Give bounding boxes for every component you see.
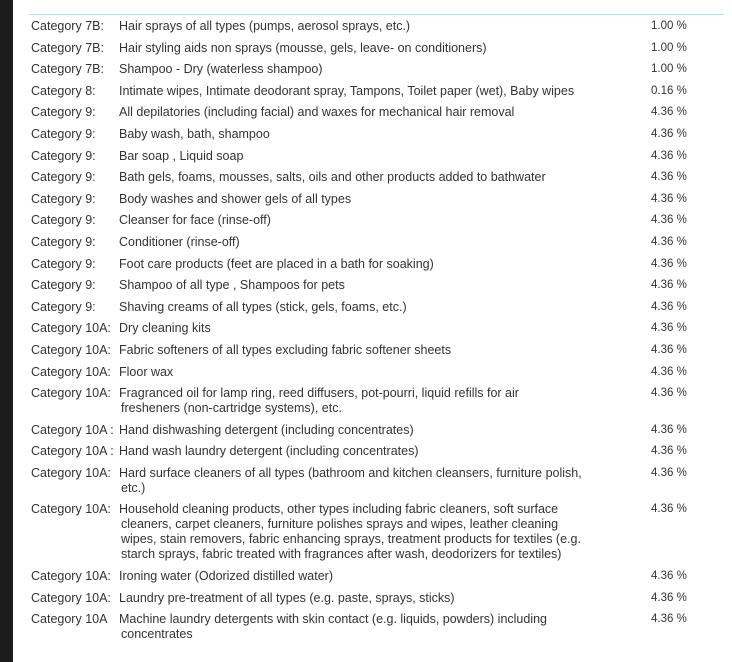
category-label: Category 9: <box>31 191 96 206</box>
category-label: Category 10A: <box>31 364 111 379</box>
percentage-value: 4.36 % <box>651 613 687 626</box>
description-line: Shaving creams of all types (stick, gels, foams, etc.) <box>119 299 407 314</box>
product-description <box>119 235 629 250</box>
table-row <box>31 321 721 336</box>
table-row <box>31 170 721 185</box>
description-line: Laundry pre-treatment of all types (e.g. paste, sprays, sticks) <box>119 590 455 605</box>
table-row <box>31 591 721 606</box>
percentage-value: 4.36 % <box>651 300 687 313</box>
product-description <box>119 343 629 358</box>
table-row <box>31 343 721 358</box>
table-row <box>31 386 721 416</box>
category-label: Category 8: <box>31 83 96 98</box>
table-row <box>31 502 721 562</box>
category-label: Category 7B: <box>31 19 104 33</box>
table-row <box>31 278 721 293</box>
product-description <box>119 386 629 416</box>
table-row <box>31 149 721 164</box>
description-line: fresheners (non-cartridge systems), etc. <box>121 401 342 416</box>
percentage-value: 4.36 % <box>651 591 687 604</box>
description-line: wipes, stain removers, fabric enhancing sprays, treatment products for textiles (e.g. <box>121 532 581 547</box>
category-label: Category 10A: <box>31 386 111 401</box>
percentage-value: 4.36 % <box>651 570 687 583</box>
description-line: cleaners, carpet cleaners, furniture polishes sprays and wipes, leather cleaning <box>121 517 559 532</box>
category-label: Category 9: <box>31 126 96 141</box>
product-description <box>119 213 629 228</box>
product-description <box>119 84 629 99</box>
description-line: Hand dishwashing detergent (including concentrates) <box>119 422 414 437</box>
table-row <box>31 300 721 315</box>
table-row <box>31 612 721 642</box>
category-label: Category 9: <box>31 105 96 120</box>
product-description <box>119 569 629 584</box>
table-row <box>31 127 721 142</box>
content-panel <box>13 0 732 662</box>
table-row <box>31 365 721 380</box>
category-label: Category 10A: <box>31 590 111 605</box>
table-row <box>31 41 721 56</box>
table-row <box>31 569 721 584</box>
product-description <box>119 127 629 142</box>
description-line: Body washes and shower gels of all types <box>119 191 352 206</box>
percentage-value: 4.36 % <box>651 235 687 248</box>
category-label: Category 9: <box>31 299 96 314</box>
product-description <box>119 19 629 34</box>
product-description <box>119 321 629 336</box>
category-label: Category 10A : <box>31 422 114 437</box>
table-row <box>31 257 721 272</box>
product-description <box>119 466 629 496</box>
product-description <box>119 502 629 562</box>
percentage-value: 4.36 % <box>651 106 687 119</box>
product-description <box>119 612 629 642</box>
percentage-value: 4.36 % <box>651 257 687 270</box>
product-description <box>119 41 629 56</box>
description-line: etc.) <box>121 480 146 495</box>
category-label: Category 9: <box>31 148 96 163</box>
percentage-value: 4.36 % <box>651 466 687 479</box>
category-label: Category 10A: <box>31 569 111 584</box>
description-line: Dry cleaning kits <box>119 321 211 336</box>
percentage-value: 4.36 % <box>651 279 687 292</box>
table-row <box>31 84 721 99</box>
category-label: Category 9: <box>31 213 96 228</box>
percentage-value: 4.36 % <box>651 423 687 436</box>
percentage-value: 1.00 % <box>651 63 687 76</box>
description-line: Bath gels, foams, mousses, salts, oils and other products added to bathwater <box>119 170 546 185</box>
product-description <box>119 170 629 185</box>
table-row <box>31 444 721 459</box>
table-row <box>31 62 721 77</box>
description-line: All depilatories (including facial) and waxes for mechanical hair removal <box>119 105 515 120</box>
percentage-value: 4.36 % <box>651 387 687 400</box>
table-row <box>31 192 721 207</box>
table-row <box>31 213 721 228</box>
category-label: Category 10A: <box>31 342 111 357</box>
percentage-value: 4.36 % <box>651 503 687 516</box>
product-description <box>119 300 629 315</box>
percentage-value: 4.36 % <box>651 322 687 335</box>
percentage-value: 0.16 % <box>651 84 687 97</box>
category-label: Category 9: <box>31 278 96 293</box>
category-label: Category 10A: <box>31 502 111 517</box>
description-line: Floor wax <box>119 364 174 379</box>
description-line: Shampoo of all type , Shampoos for pets <box>119 278 345 293</box>
description-line: Hair styling aids non sprays (mousse, gels, leave- on conditioners) <box>119 40 487 55</box>
category-table <box>31 19 721 649</box>
percentage-value: 4.36 % <box>651 365 687 378</box>
product-description <box>119 591 629 606</box>
category-label: Category 9: <box>31 170 96 185</box>
description-line: Cleanser for face (rinse-off) <box>119 213 271 228</box>
product-description <box>119 365 629 380</box>
table-row <box>31 235 721 250</box>
window-edge <box>0 0 13 662</box>
table-row <box>31 466 721 496</box>
category-label: Category 9: <box>31 256 96 271</box>
description-line: concentrates <box>121 627 193 642</box>
product-description <box>119 444 629 459</box>
description-line: Bar soap , Liquid soap <box>119 148 244 163</box>
percentage-value: 1.00 % <box>651 20 687 32</box>
description-line: Hard surface cleaners of all types (bathroom and kitchen cleansers, furniture polish, <box>119 465 582 480</box>
product-description <box>119 192 629 207</box>
description-line: starch sprays, fabric treated with fragrances after wash, deodorizers for textiles) <box>121 547 562 562</box>
description-line: Hair sprays of all types (pumps, aerosol sprays, etc.) <box>119 19 411 33</box>
category-label: Category 10A <box>31 612 108 627</box>
category-label: Category 7B: <box>31 62 104 77</box>
percentage-value: 4.36 % <box>651 214 687 227</box>
percentage-value: 4.36 % <box>651 445 687 458</box>
category-label: Category 10A : <box>31 444 114 459</box>
description-line: Hand wash laundry detergent (including concentrates) <box>119 444 419 459</box>
description-line: Foot care products (feet are placed in a bath for soaking) <box>119 256 434 271</box>
description-line: Household cleaning products, other types including fabric cleaners, soft surface <box>119 502 559 517</box>
category-label: Category 7B: <box>31 40 104 55</box>
percentage-value: 4.36 % <box>651 343 687 356</box>
category-label: Category 10A: <box>31 321 111 336</box>
description-line: Baby wash, bath, shampoo <box>119 126 270 141</box>
percentage-value: 4.36 % <box>651 192 687 205</box>
product-description <box>119 257 629 272</box>
description-line: Shampoo - Dry (waterless shampoo) <box>119 62 323 77</box>
description-line: Intimate wipes, Intimate deodorant spray, Tampons, Toilet paper (wet), Baby wipes <box>119 83 575 98</box>
percentage-value: 1.00 % <box>651 41 687 54</box>
table-row <box>31 423 721 438</box>
description-line: Machine laundry detergents with skin contact (e.g. liquids, powders) including <box>119 612 548 627</box>
percentage-value: 4.36 % <box>651 171 687 184</box>
product-description <box>119 423 629 438</box>
category-label: Category 10A: <box>31 465 111 480</box>
description-line: Ironing water (Odorized distilled water) <box>119 569 333 584</box>
description-line: Fabric softeners of all types excluding fabric softener sheets <box>119 342 452 357</box>
product-description <box>119 62 629 77</box>
product-description <box>119 149 629 164</box>
divider <box>29 14 724 15</box>
product-description <box>119 278 629 293</box>
category-label: Category 9: <box>31 234 96 249</box>
percentage-value: 4.36 % <box>651 127 687 140</box>
table-row <box>31 105 721 120</box>
table-row <box>31 19 721 34</box>
percentage-value: 4.36 % <box>651 149 687 162</box>
product-description <box>119 105 629 120</box>
description-line: Conditioner (rinse-off) <box>119 234 240 249</box>
description-line: Fragranced oil for lamp ring, reed diffusers, pot-pourri, liquid refills for air <box>119 386 519 401</box>
